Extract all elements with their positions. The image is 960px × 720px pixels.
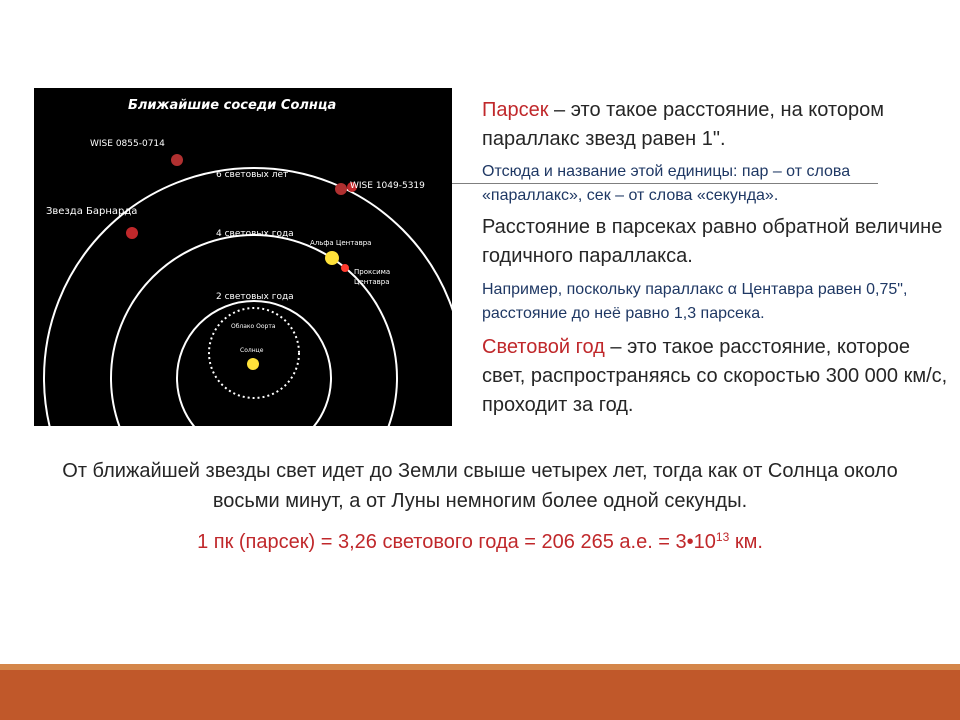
sun-dot <box>247 358 259 370</box>
label-ring-4: 4 световых года <box>216 229 294 239</box>
light-travel-note <box>0 456 960 516</box>
footer-bar <box>0 670 960 720</box>
wise-1049-dot-a <box>335 183 347 195</box>
label-wise-1049: WISE 1049-5319 <box>350 181 425 191</box>
light-year-definition-text: – это такое расстояние, которое свет, распространяясь со скоростью 300 000 км/с, проходит за год. <box>482 336 948 416</box>
label-ring-2: 2 световых года <box>216 292 294 302</box>
diagram-svg <box>34 88 452 426</box>
label-sun: Солнце <box>240 347 264 354</box>
alpha-centauri-dot <box>325 251 339 265</box>
parsec-definition-text: – это такое расстояние, на котором параллакс звезд равен 1". <box>482 99 884 150</box>
parsec-formula <box>0 522 960 557</box>
label-alpha-centauri: Альфа Центавра <box>310 239 372 247</box>
label-proxima-2: Центавра <box>354 278 390 286</box>
formula-unit: км. <box>729 531 763 553</box>
nearest-stars-diagram <box>34 88 452 426</box>
light-travel-text: От ближайшей звезды свет идет до Земли свыше четырех лет, тогда как от Солнца около восьми минут, а от Луны немногим более одной секунды. <box>62 460 898 512</box>
label-ring-6: 6 световых лет <box>216 170 289 180</box>
label-oort: Облако Oорта <box>231 323 276 330</box>
parsec-etymology: Отсюда и название этой единицы: пар – от слова «параллакс», сек – от слова «секунда». <box>482 163 851 204</box>
parsec-definition <box>482 96 952 154</box>
parsec-term: Парсек <box>482 99 549 121</box>
light-year-definition <box>482 333 952 420</box>
label-proxima-1: Проксима <box>354 268 391 276</box>
alpha-centauri-example: Например, поскольку параллакс α Центавра равен 0,75", расстояние до неё равно 1,3 парсека. <box>482 281 908 322</box>
parsec-inverse-parallax: Расстояние в парсеках равно обратной величине годичного параллакса. <box>482 216 943 267</box>
label-barnard-star: Звезда Барнарда <box>46 206 138 217</box>
barnard-star-dot <box>126 227 138 239</box>
label-wise-0855: WISE 0855-0714 <box>90 139 165 149</box>
proxima-centauri-dot <box>341 264 349 272</box>
diagram-title: Ближайшие соседи Солнца <box>128 98 337 113</box>
formula-exponent: 13 <box>715 530 730 544</box>
formula-main: 1 пк (парсек) = 3,26 светового года = 206 265 а.е. = 3•10 <box>197 531 716 553</box>
light-year-term: Световой год <box>482 336 605 358</box>
wise-0855-dot <box>171 154 183 166</box>
